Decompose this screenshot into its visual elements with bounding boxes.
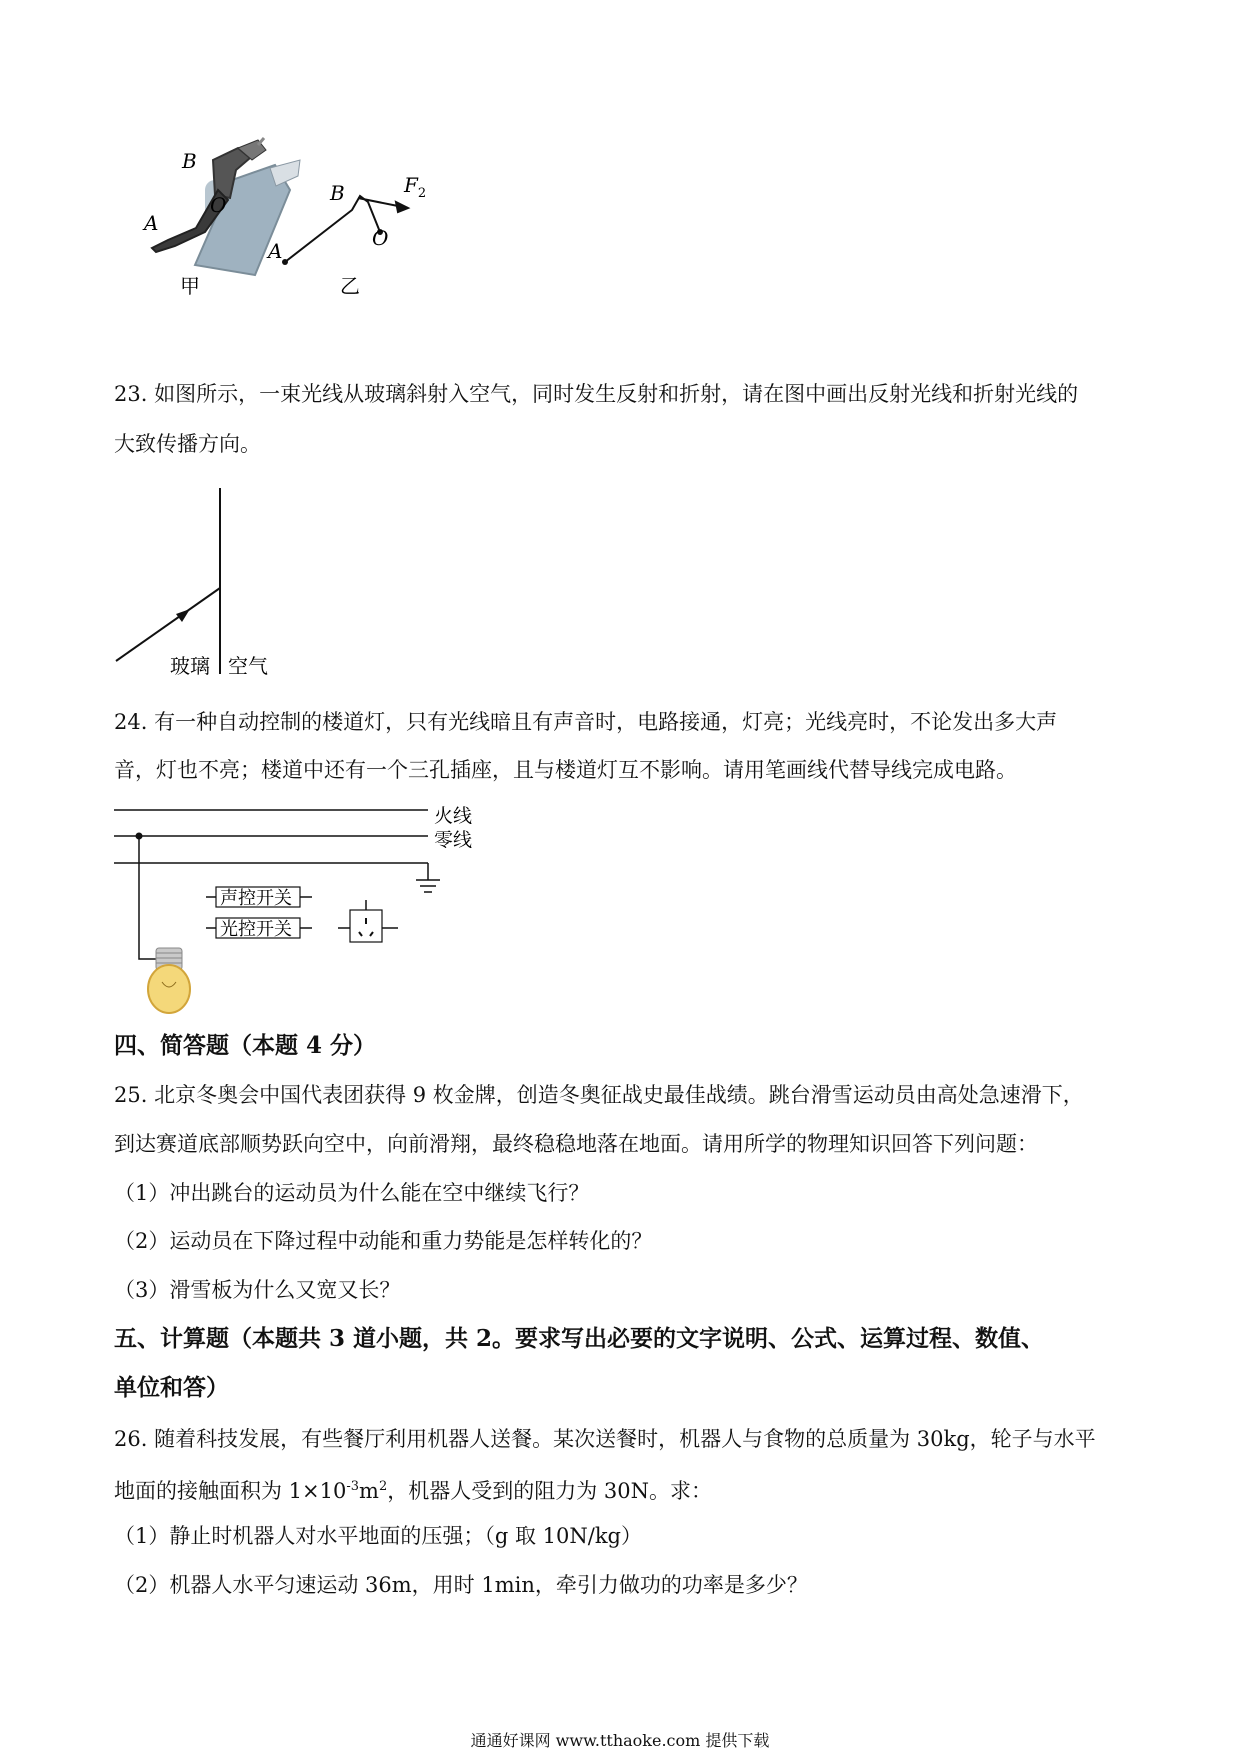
label-glass: 玻璃 (170, 654, 210, 678)
sound-switch-label: 声控开关 (220, 888, 292, 909)
fig-jia-point-O: O (210, 193, 227, 217)
q26-sub2: （2）机器人水平匀速运动 36m，用时 1min，牵引力做功的功率是多少？ (114, 1573, 808, 1597)
q26-sub1: （1）静止时机器人对水平地面的压强；（g 取 10N/kg） (114, 1524, 642, 1548)
label-air: 空气 (228, 654, 268, 678)
q26-line2-sup2: 2 (378, 1479, 388, 1494)
q26-line2-a: 地面的接触面积为 1×10 (114, 1479, 347, 1503)
q25-line2: 到达赛道底部顺势跃向空中，向前滑翔，最终稳稳地落在地面。请用所学的物理知识回答下列问题： (114, 1132, 1038, 1156)
label-neutral: 零线 (434, 829, 473, 851)
q25-sub3: （3）滑雪板为什么又宽又长？ (114, 1278, 401, 1302)
q26-line2-c: ，机器人受到的阻力为 30N。求： (387, 1479, 713, 1503)
section5-title-line2: 单位和答） (114, 1374, 229, 1401)
q25-sub2: （2）运动员在下降过程中动能和重力势能是怎样转化的？ (114, 1229, 653, 1253)
q23-line2: 大致传播方向。 (114, 432, 261, 456)
bulb-icon (148, 948, 190, 1013)
fig-yi-label: 乙 (340, 274, 360, 298)
label-live: 火线 (434, 805, 473, 827)
page-footer: 通通好课网 www.tthaoke.com 提供下载 (470, 1731, 770, 1750)
socket-icon (338, 900, 398, 942)
section5-title-line1: 五、计算题（本题共 3 道小题，共 2。要求写出必要的文字说明、公式、运算过程、数值、 (114, 1325, 1045, 1352)
q24-line2: 音，灯也不亮；楼道中还有一个三孔插座，且与楼道灯互不影响。请用笔画线代替导线完成电路。 (114, 758, 1017, 782)
q24-line1: 24. 有一种自动控制的楼道灯，只有光线暗且有声音时，电路接通，灯亮；光线亮时，不论发出多大声 (114, 710, 1058, 734)
section4-title: 四、简答题（本题 4 分） (114, 1032, 377, 1059)
fig-yi-force-F2: $F_2$ (404, 173, 427, 201)
q25-sub1: （1）冲出跳台的运动员为什么能在空中继续飞行？ (114, 1181, 590, 1205)
q26-line2-sup1: -3 (346, 1479, 360, 1494)
fig-yi-point-O: O (372, 226, 389, 250)
fig-jia-point-B: B (182, 149, 197, 173)
q26-line2-b: m (359, 1479, 379, 1503)
fig-jia-label: 甲 (180, 274, 200, 298)
q23-line1: 23. 如图所示，一束光线从玻璃斜射入空气，同时发生反射和折射，请在图中画出反射光线和折射光线的 (114, 382, 1079, 406)
q26-line2 (114, 1475, 712, 1503)
light-switch-label: 光控开关 (220, 919, 292, 940)
q26-line1: 26. 随着科技发展，有些餐厅利用机器人送餐。某次送餐时，机器人与食物的总质量为 30kg，轮子与水平 (114, 1427, 1096, 1451)
fig-yi-point-B: B (330, 181, 345, 205)
q25-line1: 25. 北京冬奥会中国代表团获得 9 枚金牌，创造冬奥征战史最佳战绩。跳台滑雪运动员由高处急速滑下， (114, 1083, 1084, 1107)
fig-yi-point-A: A (268, 239, 283, 263)
fig-jia-point-A: A (144, 211, 159, 235)
